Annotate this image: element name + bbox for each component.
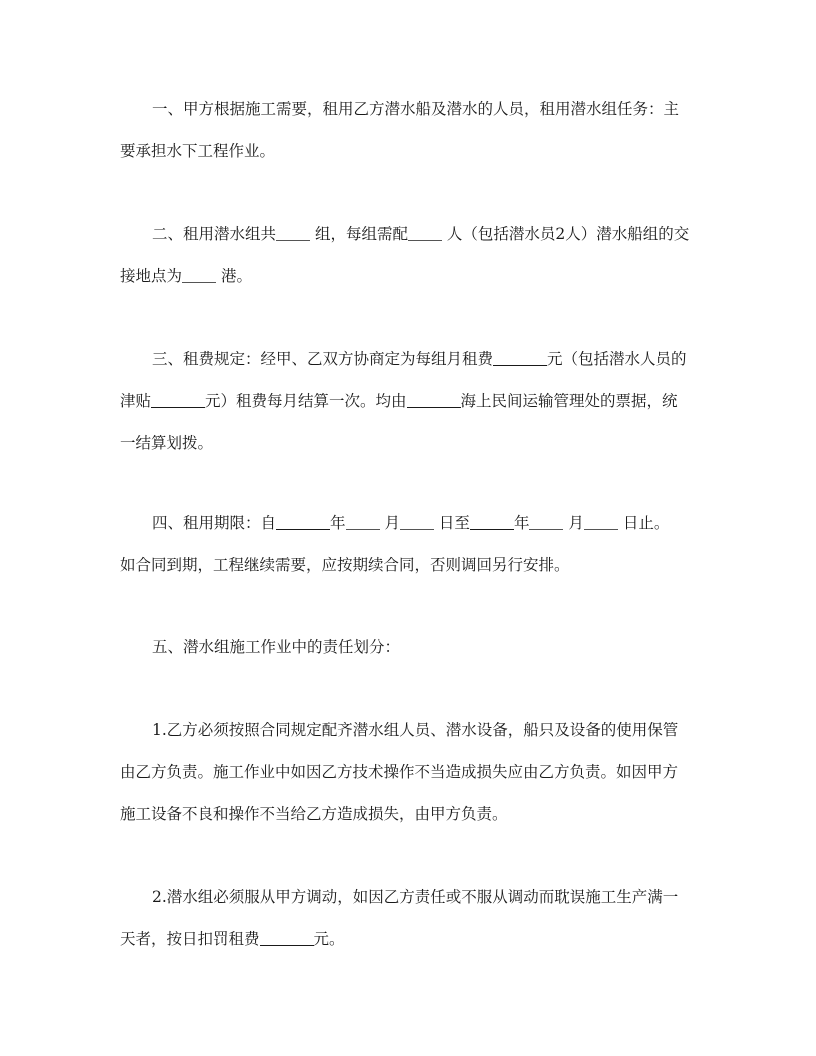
clause-2-text: 组，每组需配 bbox=[314, 225, 408, 243]
management-office-blank[interactable] bbox=[407, 391, 461, 408]
clause-3 bbox=[120, 338, 700, 464]
end-month-blank[interactable] bbox=[529, 513, 563, 530]
clause-4-text: 月 bbox=[568, 514, 584, 532]
monthly-fee-blank[interactable] bbox=[493, 349, 547, 366]
clause-3-text: 津贴 bbox=[120, 392, 152, 410]
clause-3-line-3: 一结算划拨。 bbox=[120, 434, 214, 452]
group-count-blank[interactable] bbox=[276, 224, 310, 241]
allowance-blank[interactable] bbox=[151, 391, 205, 408]
clause-4-text: 年 bbox=[513, 514, 530, 532]
start-year-blank[interactable] bbox=[276, 513, 330, 530]
clause-2-text: 二、租用潜水组共 bbox=[152, 225, 277, 243]
clause-4-text: 日至 bbox=[438, 514, 470, 532]
clause-1-line-2: 要承担水下工程作业。 bbox=[120, 142, 276, 160]
item-1-line-2: 由乙方负责。施工作业中如因乙方技术操作不当造成损失应由乙方负责。如因甲方 bbox=[120, 763, 679, 781]
clause-2-text: 人（包括潜水员2人）潜水船组的交 bbox=[446, 225, 690, 243]
clause-3-text: 三、租费规定：经甲、乙双方协商定为每组月租费 bbox=[152, 350, 494, 368]
end-day-blank[interactable] bbox=[584, 513, 618, 530]
item-1-line-3: 施工设备不良和操作不当给乙方造成损失，由甲方负责。 bbox=[120, 805, 508, 823]
clause-5-item-2 bbox=[120, 876, 700, 960]
clause-1-line-1: 一、甲方根据施工需要，租用乙方潜水船及潜水的人员，租用潜水组任务：主 bbox=[152, 100, 680, 118]
start-month-blank[interactable] bbox=[346, 513, 380, 530]
port-blank[interactable] bbox=[182, 266, 216, 283]
clause-5 bbox=[120, 626, 700, 668]
clause-3-line-1 bbox=[120, 338, 700, 380]
clause-4-text: 年 bbox=[330, 514, 346, 532]
clause-2-text: 接地点为 bbox=[120, 267, 183, 285]
clause-3-text: 元）租费每月结算一次。均由 bbox=[205, 392, 407, 410]
clause-4 bbox=[120, 502, 700, 586]
start-day-blank[interactable] bbox=[400, 513, 434, 530]
clause-1 bbox=[120, 88, 700, 172]
clause-4-text: 四、租用期限：自 bbox=[152, 514, 277, 532]
clause-4-line-1 bbox=[120, 502, 700, 544]
clause-3-text: 海上民间运输管理处的票据，统 bbox=[460, 392, 678, 410]
clause-2 bbox=[120, 213, 700, 297]
item-2-line-2 bbox=[120, 918, 700, 960]
item-1-line-1: 1.乙方必须按照合同规定配齐潜水组人员、潜水设备，船只及设备的使用保管 bbox=[152, 721, 679, 739]
clause-5-item-1 bbox=[120, 709, 700, 835]
clause-2-text: 港。 bbox=[220, 267, 252, 285]
clause-5-line-1: 五、潜水组施工作业中的责任划分： bbox=[152, 638, 401, 656]
clause-4-text: 月 bbox=[384, 514, 400, 532]
clause-2-line-2 bbox=[120, 255, 700, 297]
item-2-text: 天者，按日扣罚租费 bbox=[120, 930, 260, 948]
clause-3-line-2 bbox=[120, 380, 700, 422]
end-year-blank[interactable] bbox=[470, 513, 514, 530]
item-2-line-1: 2.潜水组必须服从甲方调动，如因乙方责任或不服从调动而耽误施工生产满一 bbox=[152, 888, 679, 906]
people-count-blank[interactable] bbox=[408, 224, 442, 241]
clause-4-line-2: 如合同到期，工程继续需要，应按期续合同，否则调回另行安排。 bbox=[120, 556, 570, 574]
penalty-fee-blank[interactable] bbox=[260, 929, 314, 946]
clause-3-text: 元（包括潜水人员的 bbox=[547, 350, 687, 368]
item-2-text: 元。 bbox=[313, 930, 345, 948]
clause-2-line-1 bbox=[120, 213, 700, 255]
clause-4-text: 日止。 bbox=[622, 514, 670, 532]
